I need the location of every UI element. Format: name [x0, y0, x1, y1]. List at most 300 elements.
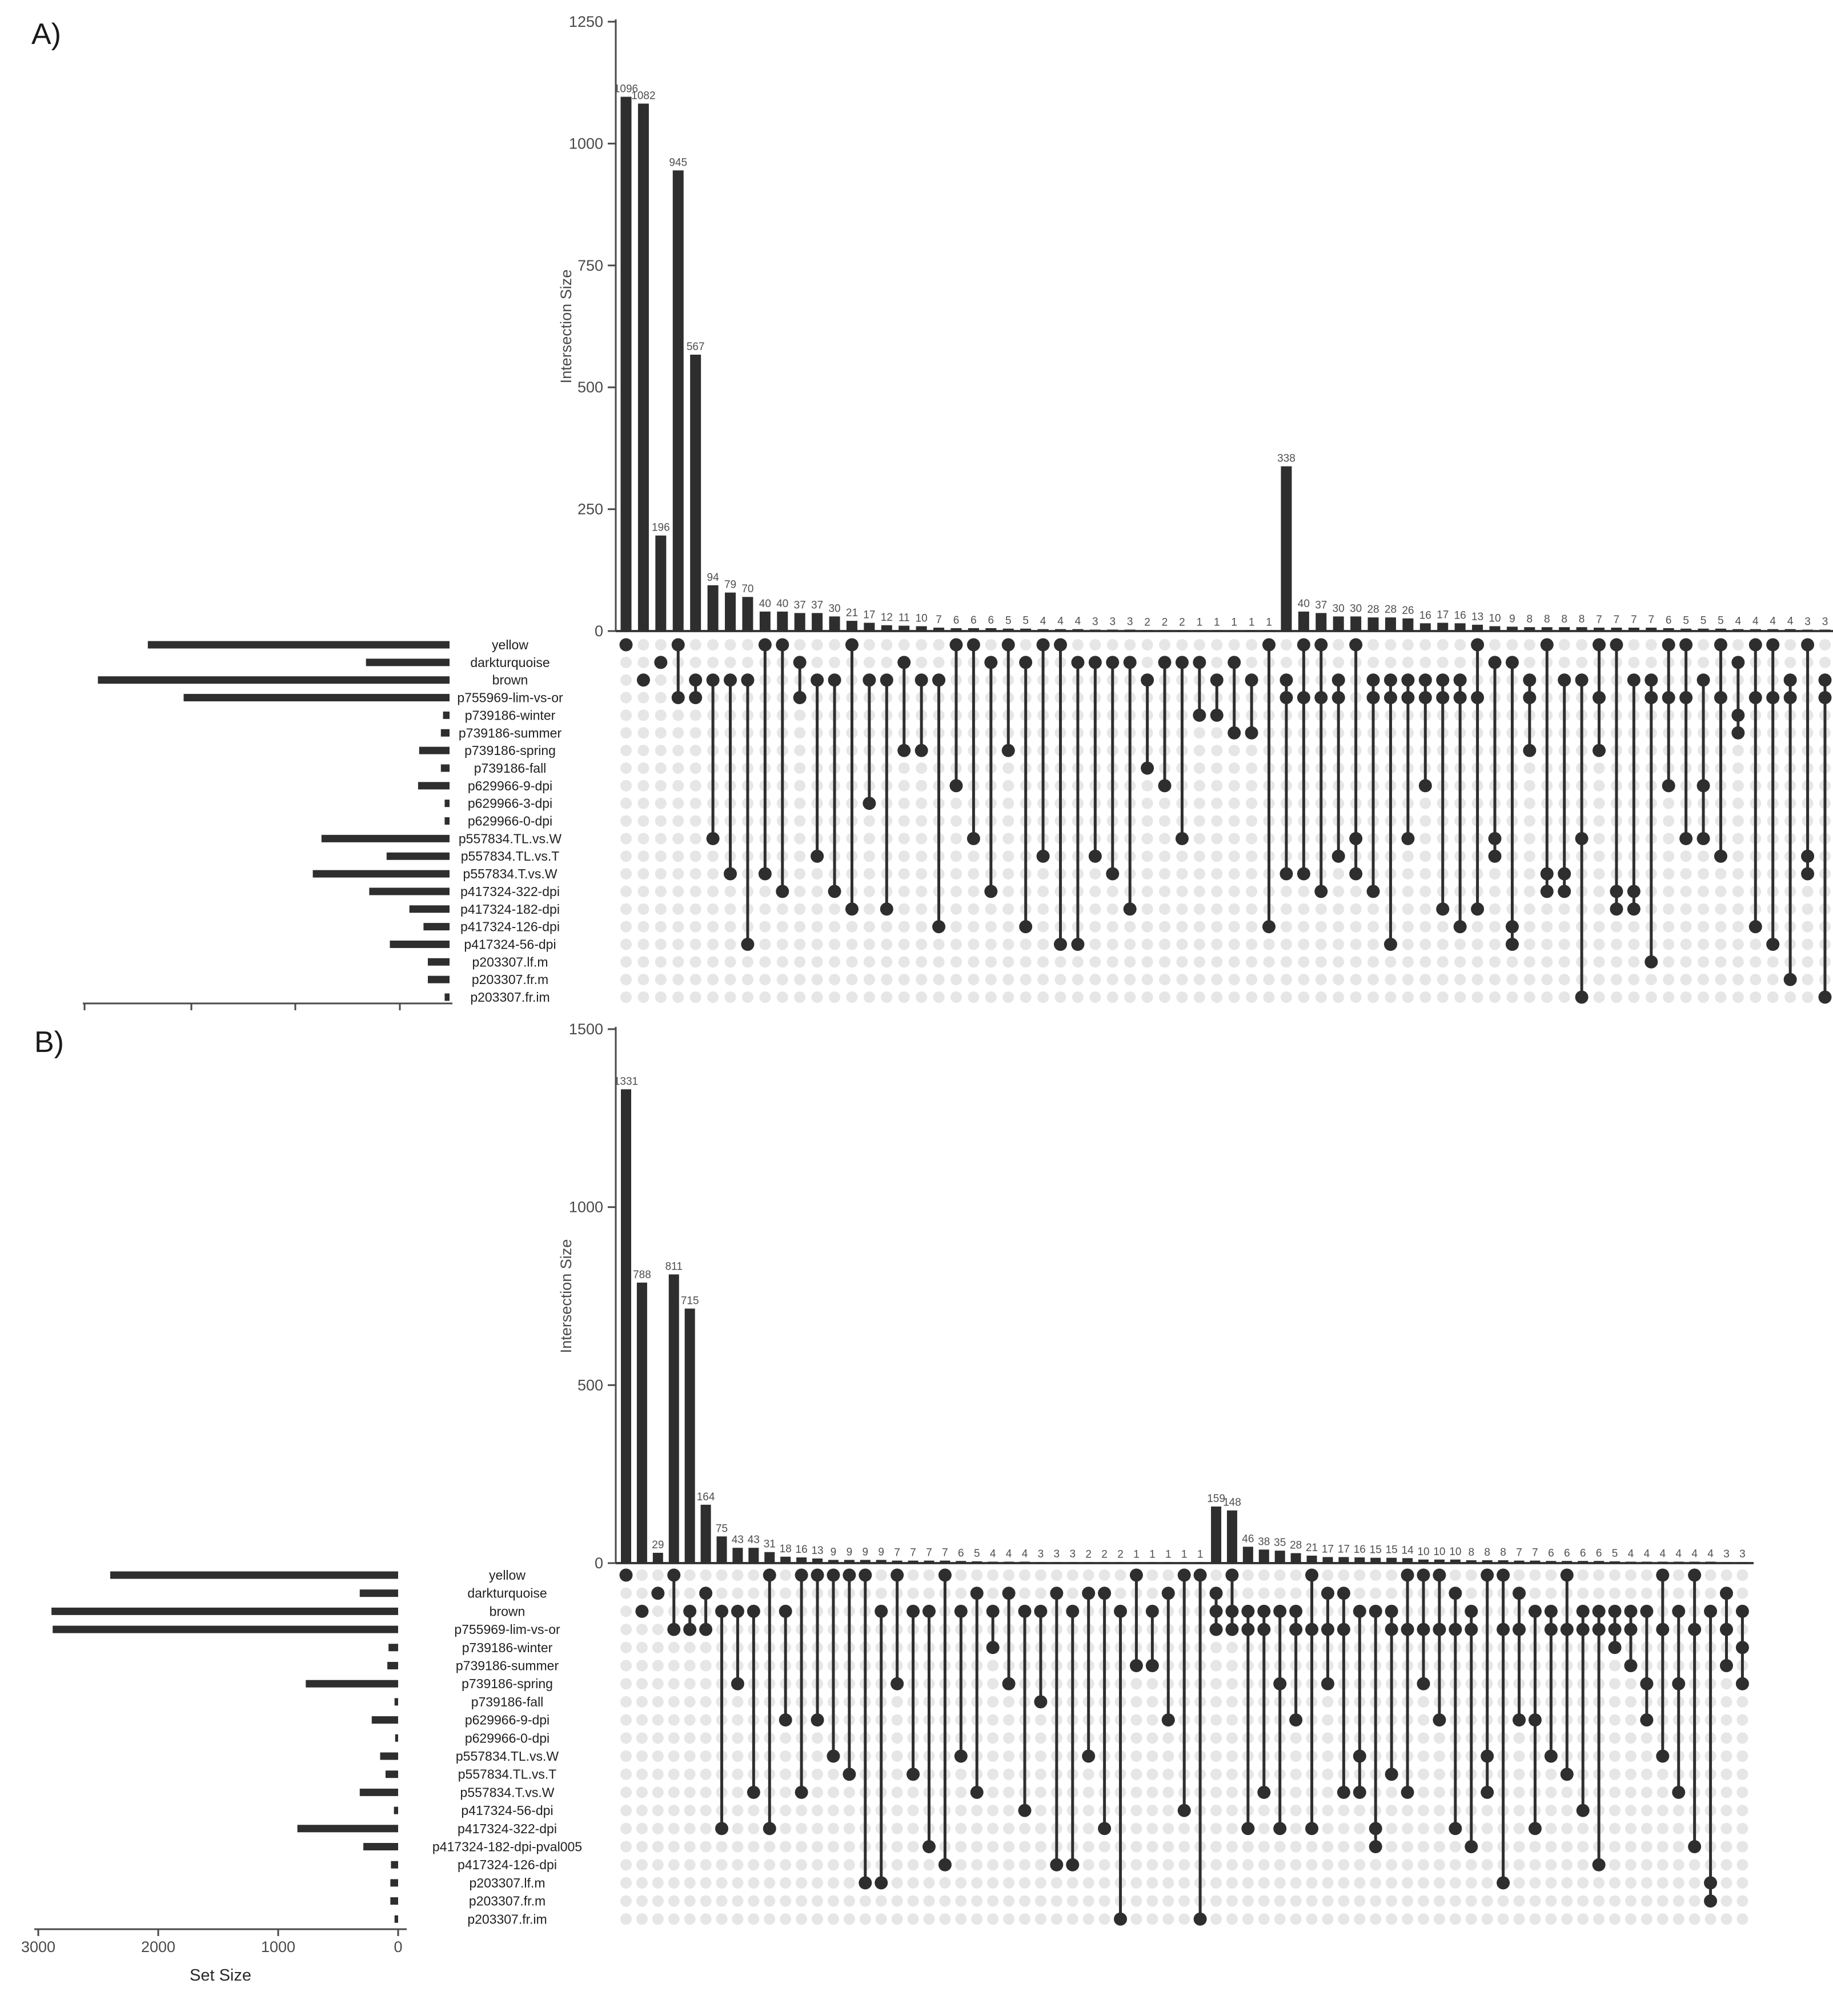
matrix-dot-empty — [668, 1786, 680, 1798]
matrix-dot-empty — [796, 1823, 807, 1834]
matrix-dot-empty — [1089, 921, 1101, 933]
matrix-dot-empty — [1663, 938, 1674, 950]
intersection-bar — [1819, 629, 1830, 631]
matrix-dot-empty — [908, 1913, 919, 1925]
matrix-dot-empty — [1089, 868, 1101, 880]
matrix-dot-empty — [1226, 1732, 1238, 1744]
matrix-dot-empty — [1210, 1805, 1222, 1816]
matrix-dot-empty — [620, 727, 632, 738]
matrix-dot-empty — [1663, 921, 1674, 933]
matrix-dot-empty — [690, 956, 701, 967]
matrix-dot-empty — [971, 1913, 982, 1925]
matrix-dot-empty — [1003, 1823, 1014, 1834]
matrix-dot-empty — [700, 1786, 712, 1798]
matrix-dot-empty — [1210, 1913, 1222, 1925]
matrix-dot-empty — [987, 1786, 998, 1798]
matrix-dot-empty — [1142, 903, 1153, 915]
intersection-bar — [1402, 1558, 1413, 1563]
intersection-bar — [812, 1559, 823, 1563]
matrix-dot-empty — [636, 1877, 648, 1889]
intersection-bar — [1116, 1563, 1126, 1564]
matrix-dot-empty — [1541, 921, 1553, 933]
matrix-dot-empty — [1657, 1823, 1668, 1834]
matrix-dot-empty — [1736, 1696, 1748, 1708]
matrix-dot-empty — [732, 1877, 743, 1889]
matrix-dot-empty — [1315, 956, 1327, 967]
matrix-dot-empty — [655, 903, 667, 915]
matrix-dot-empty — [923, 1588, 934, 1599]
yaxis-tick-label: 1000 — [568, 135, 603, 152]
matrix-dot-empty — [881, 974, 892, 985]
matrix-dot-empty — [1625, 1913, 1637, 1925]
matrix-dot-empty — [759, 903, 771, 915]
matrix-dot-empty — [684, 1569, 696, 1581]
matrix-dot-empty — [1628, 938, 1639, 950]
set-label: p739186-winter — [464, 708, 556, 723]
intersection-value-label: 15 — [1369, 1544, 1382, 1556]
matrix-dot-empty — [1211, 833, 1222, 844]
matrix-dot-empty — [1472, 956, 1483, 967]
matrix-dot-empty — [1673, 1895, 1684, 1907]
matrix-dot-empty — [1514, 1769, 1525, 1780]
intersection-value-label: 9 — [830, 1546, 837, 1559]
matrix-dot-empty — [1211, 868, 1222, 880]
intersection-bar — [972, 1561, 982, 1563]
set-size-bar — [372, 1716, 398, 1724]
matrix-dot-empty — [1176, 938, 1188, 950]
matrix-dot-empty — [1338, 1569, 1349, 1581]
matrix-dot-empty — [690, 868, 701, 880]
matrix-dot-empty — [968, 903, 979, 915]
matrix-dot-empty — [1750, 974, 1761, 985]
matrix-dot-empty — [892, 1805, 903, 1816]
matrix-dot-empty — [1698, 974, 1709, 985]
intersection-value-label: 3 — [1092, 616, 1098, 628]
matrix-dot-empty — [908, 1877, 919, 1889]
matrix-dot-empty — [916, 991, 927, 1003]
intersection-bar — [847, 621, 857, 631]
matrix-dot-empty — [1130, 1696, 1142, 1708]
matrix-dot-empty — [1246, 762, 1257, 774]
matrix-dot-empty — [1698, 956, 1709, 967]
matrix-dot-empty — [987, 1732, 998, 1744]
matrix-dot-empty — [1628, 921, 1639, 933]
set-label: p417324-56-dpi — [464, 937, 556, 952]
set-label: darkturquoise — [470, 654, 550, 670]
matrix-dot-empty — [899, 833, 910, 844]
matrix-dot-empty — [987, 1877, 998, 1889]
matrix-dot-empty — [899, 991, 910, 1003]
matrix-dot-empty — [812, 1823, 823, 1834]
matrix-dot-empty — [1159, 921, 1170, 933]
matrix-dot-empty — [1506, 956, 1518, 967]
matrix-dot-empty — [1402, 956, 1414, 967]
yaxis-tick-label: 500 — [577, 379, 603, 396]
intersection-bar — [1298, 612, 1309, 631]
matrix-dot-empty — [1322, 1895, 1333, 1907]
yaxis-tick-label: 500 — [577, 1376, 603, 1394]
matrix-dot-empty — [1819, 657, 1831, 668]
matrix-dot-empty — [1322, 1859, 1333, 1870]
matrix-dot-empty — [764, 1913, 775, 1925]
matrix-dot-empty — [955, 1823, 966, 1834]
matrix-dot-empty — [637, 921, 649, 933]
set-label: p629966-0-dpi — [467, 813, 553, 829]
matrix-dot-empty — [881, 657, 892, 668]
intersection-value-label: 9 — [846, 1546, 853, 1559]
matrix-dot-empty — [1194, 974, 1205, 985]
matrix-dot-empty — [955, 1805, 966, 1816]
intersection-value-label: 10 — [1433, 1545, 1446, 1558]
matrix-dot-empty — [1229, 903, 1240, 915]
intersection-bar — [1333, 616, 1344, 631]
matrix-dot-empty — [1107, 921, 1118, 933]
matrix-dot-empty — [1130, 1805, 1142, 1816]
matrix-dot-empty — [1130, 1786, 1142, 1798]
matrix-dot-empty — [742, 639, 753, 650]
matrix-dot-empty — [844, 1805, 855, 1816]
matrix-dot-empty — [908, 1588, 919, 1599]
matrix-dot-empty — [1720, 1823, 1732, 1834]
matrix-dot-empty — [794, 833, 805, 844]
matrix-dot-empty — [950, 850, 962, 862]
matrix-dot-empty — [1628, 639, 1639, 650]
matrix-dot-empty — [690, 938, 701, 950]
matrix-dot-empty — [636, 1786, 648, 1798]
matrix-dot-empty — [1281, 921, 1292, 933]
matrix-dot-empty — [1226, 1805, 1238, 1816]
yaxis-tick-label: 1500 — [568, 1021, 603, 1038]
intersection-bar — [1594, 628, 1605, 631]
matrix-dot-empty — [1524, 780, 1535, 792]
yaxis-tick-label: 250 — [577, 500, 603, 518]
intersection-value-label: 7 — [1613, 614, 1620, 627]
matrix-dot-empty — [1211, 956, 1222, 967]
matrix-dot-empty — [1454, 938, 1466, 950]
matrix-dot-empty — [1641, 1913, 1652, 1925]
matrix-dot-filled — [635, 1605, 648, 1618]
intersection-bar — [655, 536, 666, 631]
matrix-dot-empty — [672, 833, 684, 844]
matrix-dot-empty — [1354, 1913, 1365, 1925]
matrix-dot-empty — [1715, 991, 1726, 1003]
matrix-dot-empty — [1705, 1588, 1716, 1599]
intersection-bar — [708, 585, 719, 631]
matrix-dot-empty — [700, 1678, 712, 1689]
matrix-dot-empty — [700, 1714, 712, 1726]
matrix-dot-empty — [1142, 639, 1153, 650]
matrix-dot-empty — [1609, 1913, 1621, 1925]
matrix-dot-empty — [1705, 1913, 1716, 1925]
matrix-dot-empty — [1402, 903, 1414, 915]
matrix-dot-empty — [732, 1732, 743, 1744]
matrix-dot-empty — [1524, 991, 1535, 1003]
matrix-dot-empty — [1418, 1859, 1429, 1870]
matrix-dot-empty — [700, 1642, 712, 1653]
matrix-dot-empty — [1524, 816, 1535, 827]
matrix-dot-empty — [1229, 833, 1240, 844]
matrix-dot-empty — [690, 974, 701, 985]
matrix-dot-empty — [1242, 1913, 1254, 1925]
matrix-dot-empty — [1264, 974, 1275, 985]
set-size-bar — [298, 1825, 398, 1832]
matrix-dot-empty — [881, 921, 892, 933]
matrix-dot-empty — [1646, 639, 1657, 650]
intersection-bar — [1646, 628, 1656, 631]
matrix-dot-empty — [620, 1823, 632, 1834]
matrix-dot-empty — [1594, 991, 1605, 1003]
matrix-dot-empty — [1003, 1569, 1014, 1581]
matrix-dot-empty — [899, 868, 910, 880]
matrix-dot-empty — [812, 868, 823, 880]
matrix-dot-empty — [1402, 657, 1414, 668]
matrix-dot-empty — [1489, 886, 1501, 897]
matrix-dot-empty — [1002, 938, 1014, 950]
matrix-dot-empty — [1083, 1841, 1094, 1853]
intersection-value-label: 6 — [1595, 1547, 1602, 1560]
matrix-dot-empty — [1146, 1750, 1158, 1762]
matrix-dot-empty — [1386, 1895, 1397, 1907]
matrix-dot-empty — [748, 1805, 759, 1816]
matrix-dot-empty — [1732, 798, 1744, 809]
intersection-value-label: 43 — [747, 1534, 760, 1547]
matrix-dot-empty — [1146, 1895, 1158, 1907]
matrix-dot-empty — [1083, 1895, 1094, 1907]
intersection-bar — [968, 628, 979, 631]
intersection-bar — [1068, 1562, 1078, 1563]
matrix-dot-empty — [812, 938, 823, 950]
intersection-bar — [1530, 1561, 1540, 1563]
matrix-dot-empty — [1142, 938, 1153, 950]
intersection-bar — [1055, 629, 1066, 631]
matrix-dot-empty — [1732, 745, 1744, 756]
matrix-dot-empty — [950, 886, 962, 897]
matrix-dot-empty — [1246, 780, 1257, 792]
intersection-bar — [1125, 629, 1136, 631]
matrix-dot-empty — [732, 1696, 743, 1708]
matrix-dot-empty — [1194, 903, 1205, 915]
matrix-dot-empty — [860, 1913, 871, 1925]
matrix-dot-empty — [1680, 991, 1692, 1003]
set-label: p557834.TL.vs.T — [460, 849, 560, 864]
matrix-dot-empty — [684, 1805, 696, 1816]
intersection-value-label: 5 — [973, 1547, 980, 1560]
matrix-dot-empty — [812, 1732, 823, 1744]
matrix-dot-empty — [1609, 1877, 1621, 1889]
matrix-dot-filled — [637, 673, 650, 686]
intersection-bar — [1611, 628, 1622, 631]
matrix-dot-empty — [864, 956, 875, 967]
matrix-dot-empty — [759, 921, 771, 933]
matrix-dot-empty — [1083, 1786, 1094, 1798]
matrix-dot-empty — [1641, 1750, 1652, 1762]
matrix-dot-empty — [829, 991, 840, 1003]
matrix-dot-empty — [1593, 1877, 1605, 1889]
matrix-dot-empty — [1732, 833, 1744, 844]
matrix-dot-empty — [916, 833, 927, 844]
matrix-dot-empty — [1680, 868, 1692, 880]
set-label: p417324-126-dpi — [458, 1857, 557, 1873]
matrix-dot-empty — [716, 1895, 728, 1907]
matrix-dot-empty — [1035, 1588, 1046, 1599]
matrix-dot-empty — [1210, 1750, 1222, 1762]
intersection-bar — [1546, 1561, 1556, 1563]
matrix-dot-empty — [1524, 657, 1535, 668]
matrix-dot-empty — [1625, 1732, 1637, 1744]
matrix-dot-empty — [1258, 1841, 1270, 1853]
matrix-dot-empty — [637, 780, 649, 792]
matrix-dot-empty — [1594, 850, 1605, 862]
matrix-dot-empty — [637, 850, 649, 862]
matrix-dot-empty — [748, 1823, 759, 1834]
matrix-dot-empty — [1194, 886, 1205, 897]
matrix-dot-empty — [1680, 903, 1692, 915]
matrix-dot-empty — [1099, 1859, 1110, 1870]
matrix-dot-empty — [794, 798, 805, 809]
intersection-value-label: 30 — [1350, 603, 1362, 615]
matrix-dot-empty — [1514, 1732, 1525, 1744]
intersection-bar — [1275, 1551, 1285, 1563]
matrix-dot-empty — [1089, 956, 1101, 967]
matrix-dot-empty — [620, 938, 632, 950]
matrix-dot-empty — [655, 833, 667, 844]
intersection-bar — [1498, 1560, 1509, 1563]
matrix-dot-empty — [794, 727, 805, 738]
intersection-bar — [1131, 1563, 1141, 1564]
yaxis-tick-label: 1250 — [568, 13, 603, 30]
matrix-dot-empty — [829, 639, 840, 650]
matrix-dot-empty — [1037, 991, 1049, 1003]
matrix-dot-empty — [987, 1714, 998, 1726]
matrix-dot-empty — [1019, 1588, 1030, 1599]
matrix-dot-empty — [1226, 1841, 1238, 1853]
matrix-dot-empty — [1418, 1805, 1429, 1816]
intersection-value-label: 6 — [1563, 1547, 1570, 1560]
matrix-dot-empty — [1625, 1859, 1637, 1870]
set-size-bar — [390, 1879, 398, 1886]
matrix-dot-empty — [1229, 974, 1240, 985]
matrix-dot-empty — [1561, 1786, 1573, 1798]
matrix-dot-empty — [1385, 639, 1396, 650]
matrix-dot-empty — [933, 956, 945, 967]
matrix-dot-empty — [620, 780, 632, 792]
matrix-dot-empty — [1258, 1805, 1270, 1816]
matrix-dot-empty — [892, 1732, 903, 1744]
matrix-dot-empty — [1689, 1913, 1700, 1925]
intersection-value-label: 4 — [1675, 1548, 1682, 1560]
matrix-dot-empty — [1229, 762, 1240, 774]
intersection-value-label: 8 — [1468, 1547, 1475, 1559]
intersection-value-label: 8 — [1578, 613, 1585, 626]
intersection-value-label: 10 — [1489, 612, 1501, 625]
matrix-dot-empty — [908, 1895, 919, 1907]
matrix-dot-empty — [881, 991, 892, 1003]
intersection-bar — [829, 616, 840, 631]
matrix-dot-empty — [1434, 1913, 1445, 1925]
intersection-value-label: 31 — [763, 1538, 776, 1551]
intersection-value-label: 10 — [1417, 1545, 1430, 1558]
matrix-dot-empty — [1242, 1841, 1254, 1853]
intersection-value-label: 1 — [1213, 616, 1220, 629]
matrix-dot-empty — [1594, 921, 1605, 933]
matrix-dot-empty — [1083, 1859, 1094, 1870]
matrix-dot-empty — [812, 1805, 823, 1816]
matrix-dot-empty — [1506, 639, 1518, 650]
matrix-dot-empty — [1577, 1569, 1589, 1581]
matrix-dot-empty — [655, 780, 667, 792]
matrix-dot-empty — [780, 1588, 791, 1599]
matrix-dot-empty — [1290, 1805, 1302, 1816]
matrix-dot-empty — [1680, 956, 1692, 967]
matrix-dot-empty — [916, 657, 927, 668]
intersection-bar — [1227, 1511, 1237, 1563]
matrix-dot-empty — [1306, 1877, 1318, 1889]
matrix-dot-empty — [1402, 938, 1414, 950]
intersection-value-label: 21 — [845, 607, 859, 620]
intersection-bar — [795, 613, 805, 631]
set-size-bar — [428, 958, 450, 966]
matrix-dot-empty — [864, 639, 875, 650]
matrix-dot-empty — [636, 1588, 648, 1599]
matrix-dot-empty — [1306, 1895, 1318, 1907]
matrix-dot-empty — [892, 1841, 903, 1853]
intersection-bar — [1418, 1560, 1429, 1563]
matrix-dot-empty — [899, 938, 910, 950]
matrix-dot-empty — [1419, 850, 1431, 862]
matrix-dot-empty — [725, 639, 736, 650]
matrix-dot-empty — [684, 1786, 696, 1798]
matrix-dot-empty — [1290, 1877, 1302, 1889]
matrix-dot-empty — [700, 1696, 712, 1708]
matrix-dot-empty — [1720, 1696, 1732, 1708]
matrix-dot-empty — [1529, 1859, 1541, 1870]
matrix-dot-empty — [759, 938, 771, 950]
matrix-dot-empty — [1482, 1841, 1493, 1853]
set-size-bar — [444, 994, 450, 1001]
matrix-dot-empty — [1419, 868, 1431, 880]
matrix-dot-empty — [1609, 1714, 1621, 1726]
matrix-dot-empty — [1130, 1769, 1142, 1780]
matrix-dot-empty — [1130, 1823, 1142, 1834]
matrix-dot-empty — [1680, 921, 1692, 933]
matrix-dot-empty — [1609, 1859, 1621, 1870]
matrix-dot-empty — [950, 921, 962, 933]
intersection-bar — [653, 1553, 663, 1563]
matrix-dot-empty — [1130, 1841, 1142, 1853]
set-axis-tick-label: 1000 — [260, 1938, 296, 1955]
matrix-dot-empty — [1258, 1895, 1270, 1907]
set-label: p417324-322-dpi — [460, 883, 560, 899]
matrix-dot-empty — [1211, 938, 1222, 950]
matrix-dot-empty — [1577, 1877, 1589, 1889]
intersection-bar — [1052, 1562, 1062, 1563]
intersection-value-label: 159 — [1207, 1492, 1225, 1505]
matrix-dot-empty — [684, 1642, 696, 1653]
matrix-dot-empty — [655, 956, 667, 967]
matrix-dot-empty — [1162, 1750, 1174, 1762]
matrix-dot-empty — [1210, 1732, 1222, 1744]
matrix-dot-empty — [620, 657, 632, 668]
matrix-dot-empty — [1698, 991, 1709, 1003]
matrix-dot-empty — [1657, 1913, 1668, 1925]
matrix-dot-empty — [1489, 991, 1501, 1003]
matrix-dot-empty — [1559, 974, 1570, 985]
intersection-value-label: 17 — [1321, 1543, 1334, 1556]
matrix-dot-empty — [1322, 1877, 1333, 1889]
intersection-bar — [1163, 1563, 1173, 1564]
matrix-dot-empty — [1226, 1786, 1238, 1798]
intersection-bar — [1562, 1561, 1572, 1563]
